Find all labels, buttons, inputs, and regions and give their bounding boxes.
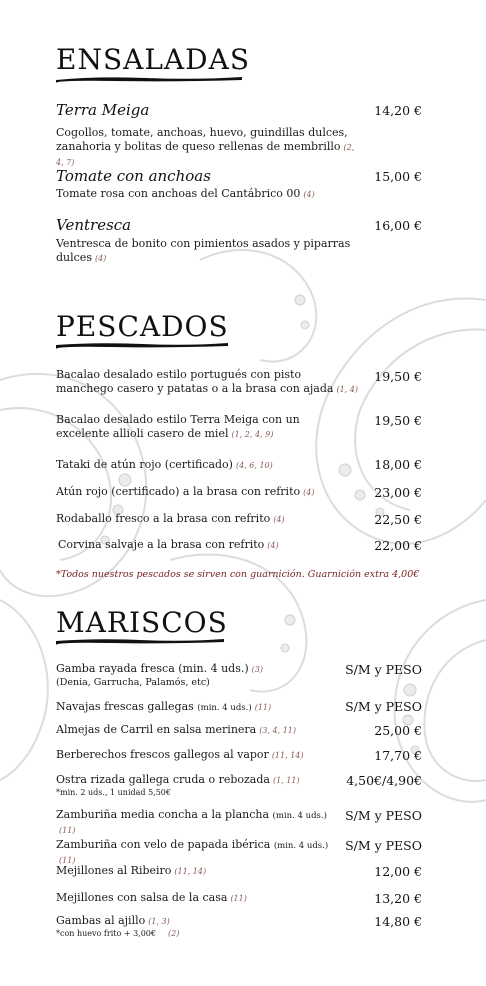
menu-item-text: Mejillones con salsa de la casa: [56, 891, 228, 904]
allergen-codes: (3): [251, 665, 263, 674]
menu-item-price: 4,50€/4,90€: [346, 773, 422, 788]
menu-item-text: Atún rojo (certificado) a la brasa con refrito: [56, 485, 301, 498]
dish-description-text: Tomate rosa con anchoas del Cantábrico 00: [56, 187, 301, 200]
allergen-codes: (4): [273, 515, 285, 524]
menu-item: [58, 538, 348, 553]
allergen-codes: (11): [230, 894, 247, 903]
dish-description: [56, 126, 356, 170]
menu-item-price: 14,80 €: [374, 914, 422, 929]
allergen-codes: (11): [254, 703, 272, 712]
garnish-note: *Todos nuestros pescados se sirven con guarnición. Guarnición extra 4,00€: [56, 569, 420, 580]
menu-item-text: Gamba rayada fresca (min. 4 uds.): [56, 662, 249, 675]
section-title-mariscos: MARISCOS: [56, 606, 228, 639]
menu-item-price: 12,00 €: [374, 864, 422, 879]
dish-description: [56, 237, 356, 266]
menu-item: [56, 458, 346, 473]
menu-item-text: Corvina salvaje a la brasa con refrito: [58, 538, 265, 551]
allergen-codes: (4): [267, 541, 279, 550]
section-title-ensaladas: ENSALADAS: [56, 43, 251, 76]
menu-item-price: 23,00 €: [374, 485, 422, 500]
allergen-codes: (1, 2, 4, 9): [231, 430, 274, 439]
dish-description-text: Ventresca de bonito con pimientos asados y piparras dulces: [56, 237, 351, 264]
menu-item-text: Zamburiña media concha a la plancha: [56, 808, 270, 821]
dish-description: [56, 187, 376, 202]
allergen-codes: (4): [303, 488, 315, 497]
menu-item: [56, 700, 346, 715]
menu-item-text: Zamburiña con velo de papada ibérica: [56, 838, 271, 851]
menu-item-price: S/M y PESO: [345, 808, 422, 823]
menu-item-price: 13,20 €: [374, 891, 422, 906]
allergen-codes: (4, 6, 10): [235, 461, 273, 470]
menu-item: [56, 368, 361, 397]
menu-item-text: Almejas de Carril en salsa merinera: [56, 723, 257, 736]
menu-item-subtext: [56, 929, 346, 939]
menu-item-text: Tataki de atún rojo (certificado): [56, 458, 233, 471]
menu-item-text: Bacalao desalado estilo Terra Meiga con un excelente allioli casero de miel: [56, 413, 300, 440]
min-units: (min. 4 uds.): [272, 811, 327, 821]
menu-item-price: S/M y PESO: [345, 838, 422, 853]
menu-item-text: Rodaballo fresco a la brasa con refrito: [56, 512, 271, 525]
allergen-codes: (4): [303, 190, 315, 199]
menu-item-price: 19,50 €: [374, 369, 422, 384]
menu-item-text: Navajas frescas gallegas: [56, 700, 194, 713]
menu-item-price: S/M y PESO: [345, 662, 422, 677]
dish-price: 15,00 €: [374, 169, 422, 184]
menu-item: [56, 914, 346, 939]
brush-underline: [56, 340, 228, 350]
menu-item-text: Bacalao desalado estilo portugués con pisto manchego casero y patatas o a la brasa con ajada: [56, 368, 334, 395]
dish-price: 16,00 €: [374, 218, 422, 233]
menu-item: [56, 662, 346, 689]
menu-item-subtext: (Denia, Garrucha, Palamós, etc): [56, 677, 210, 688]
menu-item: [56, 512, 346, 527]
allergen-codes: (2, 4, 7): [56, 143, 355, 167]
min-units: (min. 4 uds.): [273, 841, 329, 851]
menu-item: [56, 773, 346, 798]
allergen-codes: (1, 11): [272, 776, 300, 785]
menu-item: [56, 891, 346, 906]
dish-name: Ventresca: [56, 216, 132, 234]
allergen-codes: (3, 4, 11): [259, 726, 297, 735]
dish-description-text: Cogollos, tomate, anchoas, huevo, guindillas dulces, zanahoria y bolitas de queso rellenas de membrillo: [56, 126, 348, 153]
allergen-codes: (11, 14): [271, 751, 304, 760]
brush-underline: [56, 636, 224, 646]
menu-item-price: 18,00 €: [374, 457, 422, 472]
dish-name: Terra Meiga: [56, 101, 150, 119]
dish-price: 14,20 €: [374, 103, 422, 118]
menu-item: [56, 748, 346, 763]
menu-item: [56, 864, 346, 879]
allergen-codes: (1, 4): [336, 385, 358, 394]
menu-item-subtext: *min. 2 uds., 1 unidad 5,50€: [56, 788, 171, 797]
allergen-codes: (11): [59, 856, 76, 865]
allergen-codes: (2): [167, 929, 180, 938]
section-title-pescados: PESCADOS: [56, 310, 229, 343]
allergen-codes: (11): [59, 826, 76, 835]
menu-item-price: 17,70 €: [374, 748, 422, 763]
menu-item: [56, 808, 346, 838]
menu-item-text: Berberechos frescos gallegos al vapor: [56, 748, 269, 761]
menu-item-price: 25,00 €: [374, 723, 422, 738]
menu-item-price: 22,50 €: [374, 512, 422, 527]
dish-name: Tomate con anchoas: [56, 167, 211, 185]
allergen-codes: (11, 14): [174, 867, 207, 876]
menu-item: [56, 413, 356, 442]
menu-item-price: S/M y PESO: [345, 699, 422, 714]
menu-item: [56, 723, 346, 738]
menu-item-subtext-text: *con huevo frito + 3,00€: [56, 929, 156, 938]
menu-item-price: 22,00 €: [374, 538, 422, 553]
menu-item-price: 19,50 €: [374, 413, 422, 428]
menu-item-text: Gambas al ajillo: [56, 914, 146, 927]
allergen-codes: (4): [94, 254, 107, 263]
menu-item-text: Mejillones al Ribeiro: [56, 864, 172, 877]
menu-item: [56, 485, 346, 500]
allergen-codes: (1, 3): [148, 917, 170, 926]
min-units: (min. 4 uds.): [197, 703, 252, 713]
menu-item-text: Ostra rizada gallega cruda o rebozada: [56, 773, 270, 786]
brush-underline: [56, 74, 242, 84]
